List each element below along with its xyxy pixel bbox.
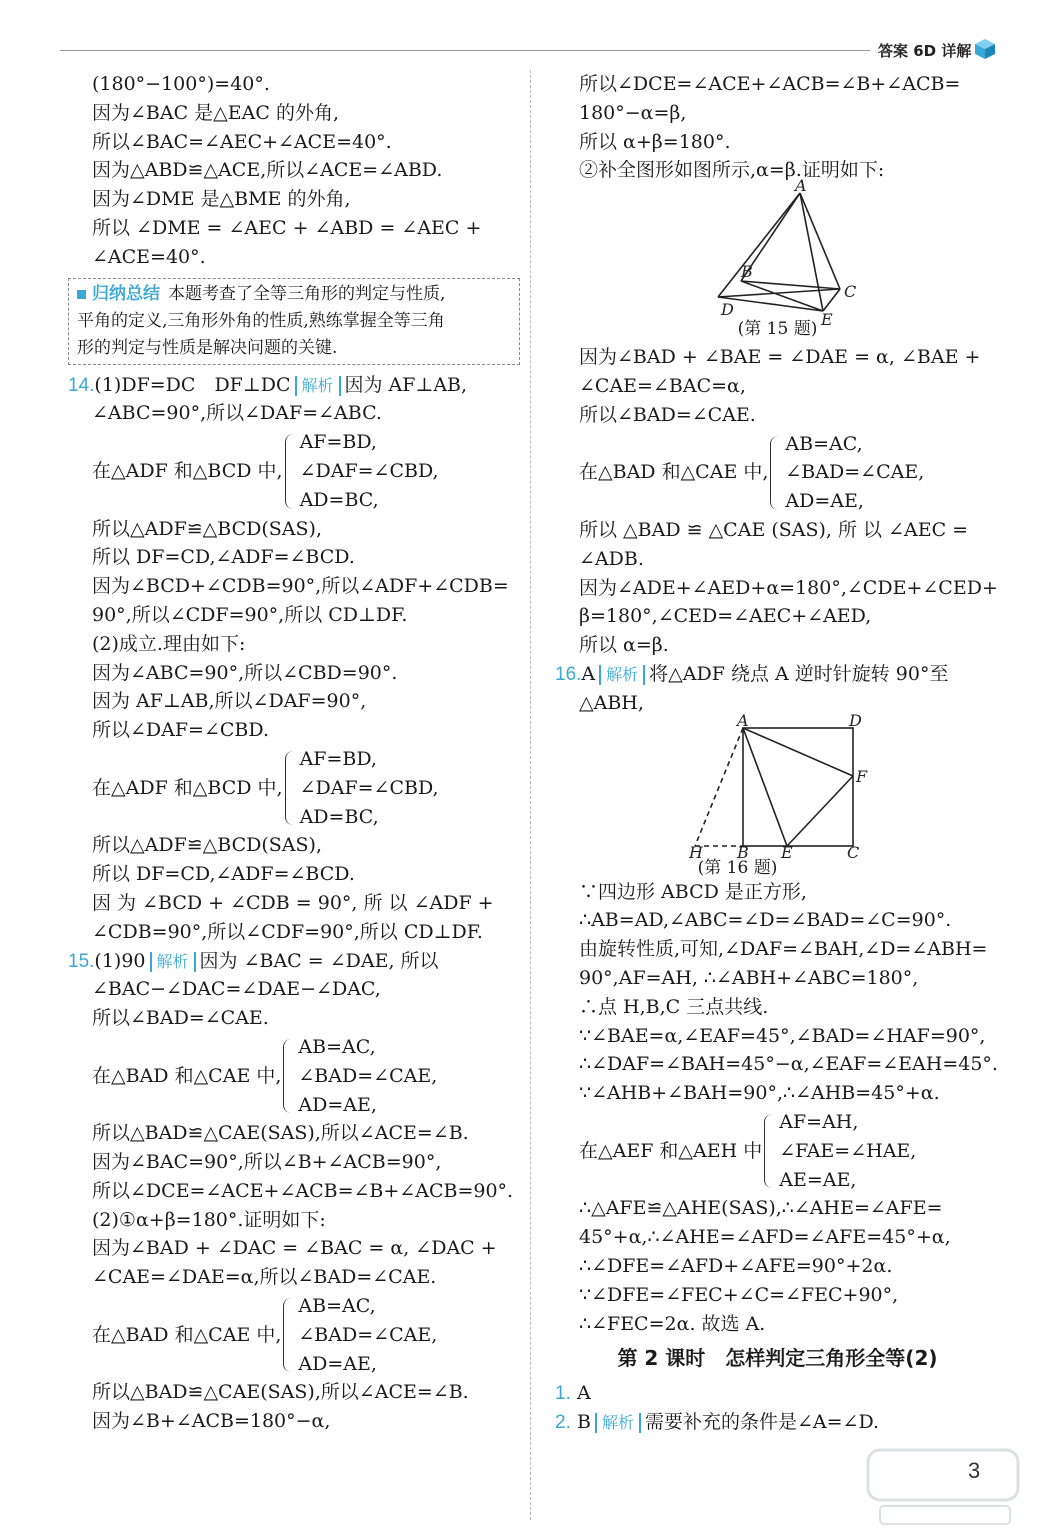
text-line: 所以△ADF≌△BCD(SAS), bbox=[92, 834, 322, 857]
equation-system bbox=[555, 430, 1000, 516]
column-divider bbox=[530, 70, 531, 1520]
text-line: ∴∠DAF=∠BAH=45°−α,∠EAF=∠EAH=45°. bbox=[579, 1053, 998, 1076]
brace bbox=[285, 434, 296, 508]
point-label: B bbox=[737, 842, 749, 862]
text-line: 因为∠ADE+∠AED+α=180°,∠CDE+∠CED+ bbox=[579, 576, 998, 599]
text-line: ∠ADB. bbox=[579, 547, 644, 570]
text-line: 所以 α=β. bbox=[579, 634, 669, 657]
text-line: 因为∠BAC=90°,所以∠B+∠ACB=90°, bbox=[92, 1151, 442, 1174]
page-number: 3 bbox=[968, 1458, 981, 1483]
question-14-head bbox=[68, 371, 520, 400]
point-label: B bbox=[741, 262, 753, 282]
left-column bbox=[68, 70, 520, 1436]
figure-caption: (第 15 题) bbox=[737, 319, 818, 340]
text-line: 因为∠BCD+∠CDB=90°,所以∠ADF+∠CDB= bbox=[92, 575, 509, 598]
figure-16-diagram bbox=[555, 710, 1000, 862]
brace bbox=[283, 1039, 294, 1113]
text-line: 所以∠DAF=∠CBD. bbox=[92, 719, 269, 742]
text-line: 所以 DF=CD,∠ADF=∠BCD. bbox=[92, 546, 355, 569]
text-line: 由旋转性质,可知,∠DAF=∠BAH,∠D=∠ABH= bbox=[579, 938, 988, 961]
text-line: ∵∠DFE=∠FEC+∠C=∠FEC+90°, bbox=[579, 1283, 899, 1306]
system-row: AB=AC, bbox=[298, 1295, 376, 1318]
text-line: ②补全图形如图所示,α=β.证明如下: bbox=[579, 159, 885, 182]
system-label: 在△AEF 和△AEH 中 bbox=[579, 1139, 763, 1162]
system-row: ∠BAD=∠CAE, bbox=[298, 1064, 438, 1087]
analysis-tag: 解析 bbox=[150, 952, 196, 972]
question-16-head bbox=[555, 660, 1000, 689]
point-label: A bbox=[737, 710, 749, 730]
text-line: 因 为 ∠BCD + ∠CDB = 90°, 所 以 ∠ADF + bbox=[92, 891, 494, 914]
text-line: 所以∠DCE=∠ACE+∠ACB=∠B+∠ACB= bbox=[579, 73, 961, 95]
question-number: 1. bbox=[555, 1383, 571, 1405]
text-line: 因为∠DME 是△BME 的外角, bbox=[92, 188, 351, 211]
system-row: ∠FAE=∠HAE, bbox=[779, 1139, 917, 1162]
text-line: ∵∠BAE=α,∠EAF=45°,∠BAD=∠HAF=90°, bbox=[579, 1024, 986, 1047]
text-line: 因为∠ABC=90°,所以∠CBD=90°. bbox=[92, 661, 398, 684]
point-label: E bbox=[821, 310, 833, 330]
summary-text: 本题考查了全等三角形的判定与性质, bbox=[168, 283, 446, 304]
brace bbox=[285, 751, 296, 825]
analysis-tag: 解析 bbox=[599, 665, 645, 685]
system-row: AF=AH, bbox=[779, 1110, 859, 1133]
answer-text: 因为 ∠BAC = ∠DAE, 所以 bbox=[199, 949, 439, 972]
answer-text: B bbox=[577, 1410, 591, 1433]
text-line: 90°,所以∠CDF=90°,所以 CD⊥DF. bbox=[92, 603, 408, 626]
system-row: AF=BD, bbox=[299, 431, 377, 454]
text-line: (2)成立.理由如下: bbox=[92, 632, 246, 655]
point-label: D bbox=[721, 300, 734, 320]
text-line: 45°+α,∴∠AHE=∠AFD=∠AFE=45°+α, bbox=[579, 1226, 951, 1249]
analysis-tag: 解析 bbox=[295, 376, 341, 396]
point-label: H bbox=[689, 842, 703, 862]
text-line: 所以∠BAD=∠CAE. bbox=[579, 403, 756, 426]
system-row: AD=AE, bbox=[298, 1093, 377, 1116]
point-label: D bbox=[849, 710, 862, 730]
text-line: β=180°,∠CED=∠AEC+∠AED, bbox=[579, 605, 872, 628]
text-line: 所以 DF=CD,∠ADF=∠BCD. bbox=[92, 863, 355, 886]
text-line: ∠BAC−∠DAC=∠DAE−∠DAC, bbox=[92, 978, 381, 1001]
text-line: 因为∠BAD + ∠BAE = ∠DAE = α, ∠BAE + bbox=[579, 346, 981, 369]
answer-text: 将△ADF 绕点 A 逆时针旋转 90°至 bbox=[649, 662, 949, 685]
brace bbox=[283, 1298, 294, 1372]
text-line: ∴点 H,B,C 三点共线. bbox=[579, 995, 769, 1018]
figure-16 bbox=[555, 710, 1000, 878]
answer-text: A bbox=[577, 1382, 591, 1405]
header-label: 答案 6D 详解 bbox=[878, 42, 972, 60]
answer-text: 因为 AF⊥AB, bbox=[344, 373, 468, 396]
right-column bbox=[555, 70, 1000, 1437]
point-label: F bbox=[856, 766, 868, 786]
answer-text: (1)90 bbox=[94, 949, 146, 972]
question-number: 15. bbox=[68, 950, 95, 972]
summary-text: 平角的定义,三角形外角的性质,熟练掌握全等三角 bbox=[77, 310, 445, 331]
system-label: 在△BAD 和△CAE 中, bbox=[579, 461, 769, 484]
text-line: 所以∠BAD=∠CAE. bbox=[92, 1007, 269, 1030]
section-title: 第 2 课时 怎样判定三角形全等(2) bbox=[617, 1346, 938, 1371]
text-line: ∵四边形 ABCD 是正方形, bbox=[579, 880, 807, 903]
text-line: 所以 ∠DME = ∠AEC + ∠ABD = ∠AEC + bbox=[92, 216, 482, 239]
text-line: ∴△AFE≌△AHE(SAS),∴∠AHE=∠AFE= bbox=[579, 1197, 943, 1220]
system-label: 在△BAD 和△CAE 中, bbox=[92, 1323, 282, 1346]
question-number: 2. bbox=[555, 1411, 571, 1433]
point-label: C bbox=[844, 282, 857, 302]
system-label: 在△BAD 和△CAE 中, bbox=[92, 1064, 282, 1087]
system-row: AD=BC, bbox=[299, 805, 379, 828]
system-row: AF=BD, bbox=[299, 747, 377, 770]
text-line: 因为△ABD≌△ACE,所以∠ACE=∠ABD. bbox=[92, 159, 443, 182]
text-line: ∠ABC=90°,所以∠DAF=∠ABC. bbox=[92, 402, 382, 425]
text-line: 所以∠BAC=∠AEC+∠ACE=40°. bbox=[92, 130, 392, 153]
equation-system bbox=[68, 745, 520, 831]
equation-system bbox=[68, 1033, 520, 1119]
text-line: ∴∠DFE=∠AFD+∠AFE=90°+2α. bbox=[579, 1254, 893, 1277]
equation-system bbox=[68, 428, 520, 514]
system-row: AD=BC, bbox=[299, 488, 379, 511]
answer-1 bbox=[555, 1379, 1000, 1408]
text-line: 因为∠BAD + ∠DAC = ∠BAC = α, ∠DAC + bbox=[92, 1237, 497, 1260]
square-icon bbox=[77, 290, 86, 299]
system-row: ∠DAF=∠CBD, bbox=[299, 459, 439, 482]
figure-caption: (第 16 题) bbox=[697, 857, 778, 878]
watermark-logo bbox=[860, 1440, 1030, 1530]
text-line: 因为 AF⊥AB,所以∠DAF=90°, bbox=[92, 690, 367, 713]
text-line: 因为∠B+∠ACB=180°−α, bbox=[92, 1410, 331, 1433]
summary-box bbox=[68, 278, 520, 365]
brace bbox=[770, 436, 781, 510]
system-row: AB=AC, bbox=[785, 432, 863, 455]
text-line: △ABH, bbox=[579, 691, 644, 714]
question-number: 16. bbox=[555, 663, 582, 685]
question-15-head bbox=[68, 947, 520, 976]
text-line: 所以△BAD≌△CAE(SAS),所以∠ACE=∠B. bbox=[92, 1122, 469, 1145]
answer-text: (1)DF=DC DF⊥DC bbox=[94, 373, 291, 396]
text-line: ∵∠AHB+∠BAH=90°,∴∠AHB=45°+α. bbox=[579, 1082, 940, 1105]
system-row: AB=AC, bbox=[298, 1035, 376, 1058]
answer-2 bbox=[555, 1408, 1000, 1437]
text-line: ∠CAE=∠BAC=α, bbox=[579, 374, 746, 397]
text-line: ∠CAE=∠DAE=α,所以∠BAD=∠CAE. bbox=[92, 1266, 437, 1289]
equation-system bbox=[68, 1292, 520, 1378]
system-label: 在△ADF 和△BCD 中, bbox=[92, 459, 283, 482]
text-line: ∠CDB=90°,所以∠CDF=90°,所以 CD⊥DF. bbox=[92, 920, 483, 943]
answer-text: A bbox=[581, 662, 596, 685]
text-line: 所以 △BAD ≌ △CAE (SAS), 所 以 ∠AEC = bbox=[579, 518, 969, 541]
text-line: (180°−100°)=40°. bbox=[92, 73, 270, 95]
point-label: E bbox=[781, 842, 793, 862]
text-line: 180°−α=β, bbox=[579, 101, 687, 124]
equation-system bbox=[555, 1108, 1000, 1194]
figure-15 bbox=[555, 176, 1000, 343]
brace bbox=[764, 1114, 775, 1188]
text-line: ∠ACE=40°. bbox=[92, 245, 206, 268]
text-line: 所以 α+β=180°. bbox=[579, 130, 731, 153]
text-line: ∴∠FEC=2α. 故选 A. bbox=[579, 1312, 766, 1335]
system-row: ∠BAD=∠CAE, bbox=[785, 461, 925, 484]
system-row: AE=AE, bbox=[779, 1168, 857, 1191]
text-line: 所以△ADF≌△BCD(SAS), bbox=[92, 517, 322, 540]
header-rule bbox=[60, 50, 870, 51]
text-line: 所以∠DCE=∠ACE+∠ACB=∠B+∠ACB=90°. bbox=[92, 1179, 514, 1202]
summary-title: 归纳总结 bbox=[92, 283, 160, 304]
point-label: C bbox=[847, 842, 860, 862]
summary-text: 形的判定与性质是解决问题的关键. bbox=[77, 337, 338, 358]
text-line: 所以△BAD≌△CAE(SAS),所以∠ACE=∠B. bbox=[92, 1381, 469, 1404]
cube-icon bbox=[972, 36, 998, 62]
question-number: 14. bbox=[68, 374, 95, 396]
system-label: 在△ADF 和△BCD 中, bbox=[92, 776, 283, 799]
text-line: ∴AB=AD,∠ABC=∠D=∠BAD=∠C=90°. bbox=[579, 909, 952, 932]
analysis-tag: 解析 bbox=[595, 1413, 641, 1433]
system-row: AD=AE, bbox=[785, 490, 864, 513]
answer-text: 需要补充的条件是∠A=∠D. bbox=[644, 1410, 880, 1433]
system-row: AD=AE, bbox=[298, 1352, 377, 1375]
point-label: A bbox=[795, 176, 807, 196]
text-line: (2)①α+β=180°.证明如下: bbox=[92, 1208, 326, 1231]
system-row: ∠BAD=∠CAE, bbox=[298, 1323, 438, 1346]
system-row: ∠DAF=∠CBD, bbox=[299, 776, 439, 799]
text-line: 因为∠BAC 是△EAC 的外角, bbox=[92, 101, 340, 124]
text-line: 90°,AF=AH, ∴∠ABH+∠ABC=180°, bbox=[579, 966, 919, 989]
